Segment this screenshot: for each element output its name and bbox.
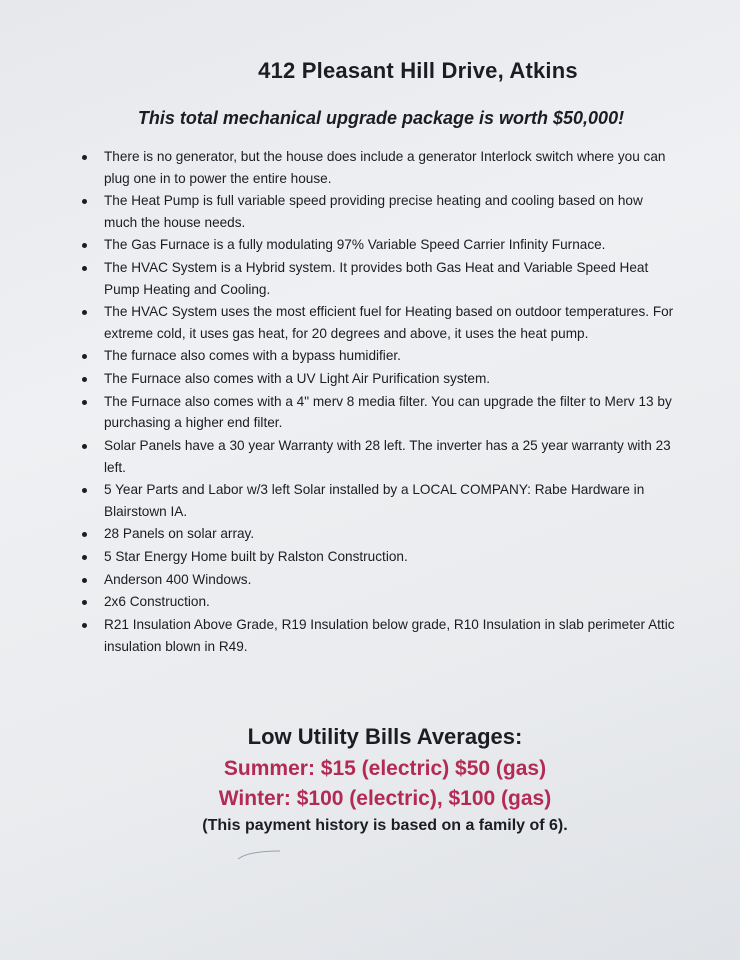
list-item — [78, 435, 678, 478]
bullet-icon — [82, 266, 87, 271]
list-item-text: The Heat Pump is full variable speed providing precise heating and cooling based on how much the house needs. — [104, 193, 643, 230]
bullet-icon — [82, 532, 87, 537]
list-item — [78, 190, 678, 233]
pencil-mark — [236, 848, 282, 862]
list-item — [78, 301, 678, 344]
list-item-text: The Gas Furnace is a fully modulating 97% Variable Speed Carrier Infinity Furnace. — [104, 237, 606, 253]
list-item — [78, 614, 678, 657]
list-item-text: 5 Star Energy Home built by Ralston Construction. — [104, 549, 408, 565]
list-item-text: The HVAC System is a Hybrid system. It provides both Gas Heat and Variable Speed Heat Pump Heating and Cooling. — [104, 260, 649, 297]
bullet-icon — [82, 555, 87, 560]
bullet-icon — [82, 400, 87, 405]
list-item-text: 2x6 Construction. — [104, 594, 210, 610]
list-item — [78, 591, 678, 613]
list-item — [78, 391, 678, 434]
bills-heading: Low Utility Bills Averages: — [247, 724, 523, 749]
bullet-icon — [82, 444, 87, 449]
bullet-icon — [82, 623, 87, 628]
list-item — [78, 234, 678, 256]
bullet-icon — [82, 199, 87, 204]
bullet-icon — [82, 310, 87, 315]
bullet-icon — [82, 578, 87, 583]
list-item-text: 28 Panels on solar array. — [104, 526, 255, 542]
list-item — [78, 569, 678, 591]
feature-list — [78, 146, 678, 658]
list-item-text: 5 Year Parts and Labor w/3 left Solar installed by a LOCAL COMPANY: Rabe Hardware in Blairstown IA. — [104, 482, 645, 519]
bullet-icon — [82, 488, 87, 493]
bills-note: (This payment history is based on a family of 6). — [202, 817, 568, 834]
bullet-icon — [82, 155, 87, 160]
list-item-text: The furnace also comes with a bypass humidifier. — [104, 348, 401, 364]
list-item-text: The Furnace also comes with a UV Light Air Purification system. — [104, 371, 491, 387]
bullet-icon — [82, 600, 87, 605]
page-subtitle: This total mechanical upgrade package is worth $50,000! — [137, 108, 625, 128]
list-item — [78, 368, 678, 390]
bills-summer: Summer: $15 (electric) $50 (gas) — [223, 757, 547, 780]
list-item — [78, 479, 678, 522]
list-item — [78, 523, 678, 545]
list-item-text: Solar Panels have a 30 year Warranty with 28 left. The inverter has a 25 year warranty with 23 left. — [104, 438, 671, 475]
bullet-icon — [82, 243, 87, 248]
list-item — [78, 345, 678, 367]
page-title: 412 Pleasant Hill Drive, Atkins — [258, 58, 578, 83]
bills-winter: Winter: $100 (electric), $100 (gas) — [218, 787, 552, 810]
list-item-text: Anderson 400 Windows. — [104, 571, 252, 587]
bullet-icon — [82, 377, 87, 382]
list-item — [78, 146, 678, 189]
list-item — [78, 546, 678, 568]
list-item-text: There is no generator, but the house does include a generator Interlock switch where you can plug one in to power the entire house. — [104, 149, 666, 186]
list-item-text: The Furnace also comes with a 4" merv 8 media filter. You can upgrade the filter to Merv 13 by purchasing a higher end filter. — [104, 393, 672, 431]
list-item-text: R21 Insulation Above Grade, R19 Insulation below grade, R10 Insulation in slab perimeter Attic insulation blown in R49. — [104, 617, 675, 654]
list-item — [78, 257, 678, 300]
list-item-text: The HVAC System uses the most efficient fuel for Heating based on outdoor temperatures. For extreme cold, it uses gas heat, for 20 degrees and above, it uses the heat pump. — [104, 304, 674, 341]
bullet-icon — [82, 354, 87, 359]
